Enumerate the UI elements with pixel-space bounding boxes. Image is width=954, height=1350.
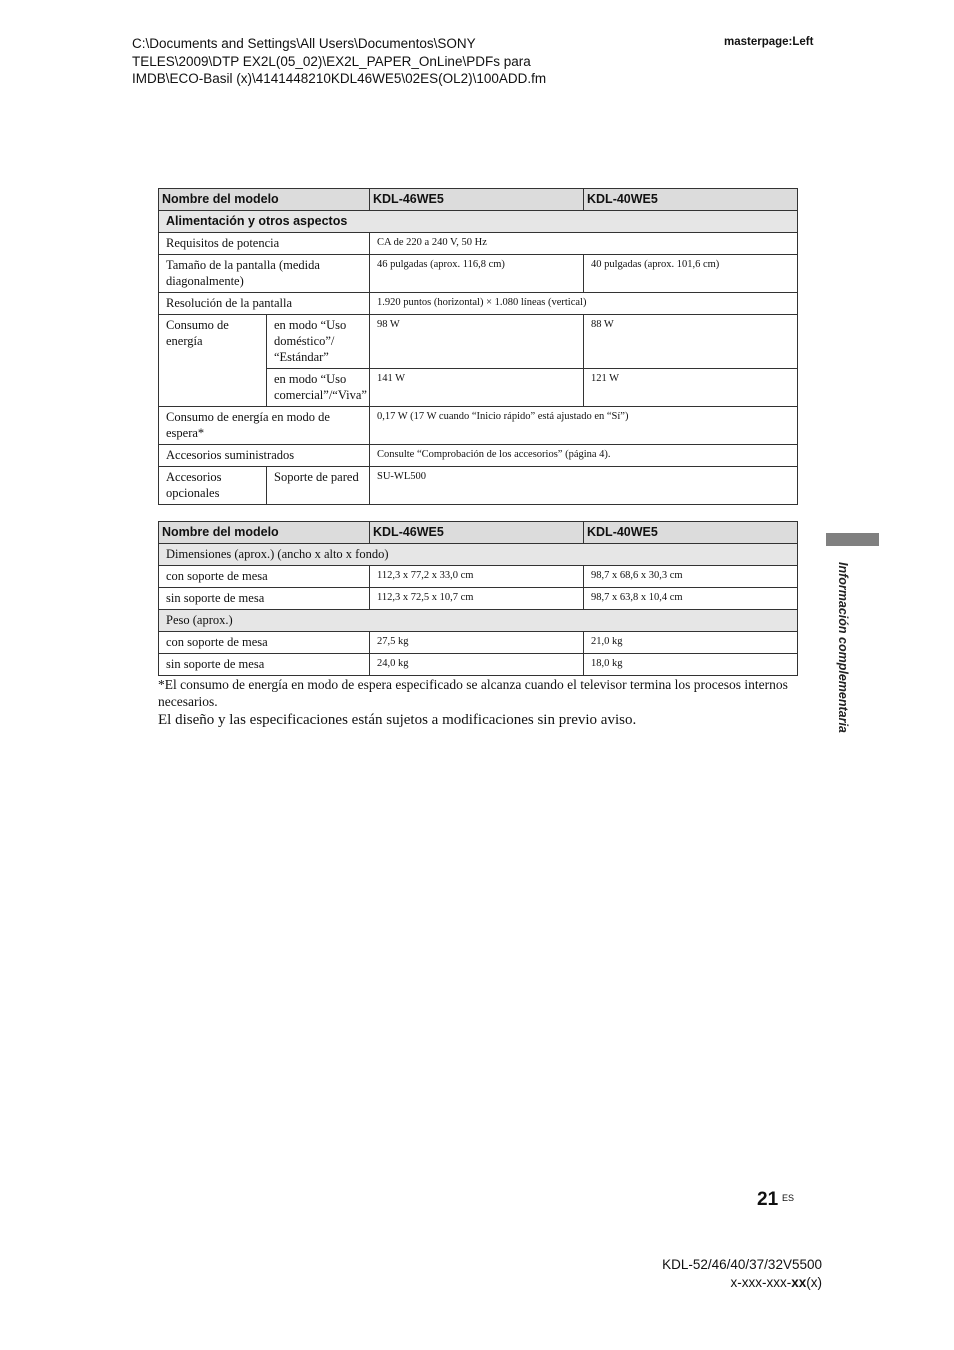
row-label: Accesorios opcionales [159, 467, 267, 505]
path-line-1: C:\Documents and Settings\All Users\Documentos\SONY [132, 36, 476, 51]
footer-code [662, 1274, 822, 1292]
row-label: sin soporte de mesa [159, 588, 370, 610]
section-title-dimensions: Dimensiones (aprox.) (ancho x alto x fondo) [159, 544, 798, 566]
table-header-row [159, 189, 798, 211]
table-row [159, 632, 798, 654]
row-value-46: 112,3 x 72,5 x 10,7 cm [370, 588, 584, 610]
side-tab-label: Información complementaria [836, 562, 850, 733]
row-value-40: 40 pulgadas (aprox. 101,6 cm) [584, 255, 798, 293]
footer-code-suffix: (x) [806, 1275, 822, 1290]
disclaimer: El diseño y las especificaciones están sujetos a modificaciones sin previo aviso. [158, 712, 637, 728]
row-value: 0,17 W (17 W cuando “Inicio rápido” está ajustado en “Sí”) [370, 407, 798, 445]
row-label: Resolución de la pantalla [159, 293, 370, 315]
page-language: ES [782, 1193, 795, 1203]
header-model-name: Nombre del modelo [159, 189, 370, 211]
row-value-46: 24,0 kg [370, 654, 584, 676]
row-value-46: 46 pulgadas (aprox. 116,8 cm) [370, 255, 584, 293]
path-line-3: IMDB\ECO-Basil (x)\4141448210KDL46WE5\02ES(OL2)\100ADD.fm [132, 71, 547, 86]
row-value-46: 98 W [370, 315, 584, 369]
table-header-row [159, 522, 798, 544]
footnote: *El consumo de energía en modo de espera especificado se alcanza cuando el televisor termina los procesos internos necesarios. [158, 677, 788, 709]
row-value-40: 121 W [584, 369, 798, 407]
footer-code-prefix: x-xxx-xxx- [730, 1275, 792, 1290]
page-number: 21 [757, 1189, 779, 1210]
row-value: Consulte “Comprobación de los accesorios” (página 4). [370, 445, 798, 467]
header-kdl40: KDL-40WE5 [584, 189, 798, 211]
row-label: Consumo de energía [159, 315, 267, 407]
row-sublabel: en modo “Uso comercial”/“Viva” [267, 369, 370, 407]
footer [662, 1256, 822, 1292]
section-row [159, 610, 798, 632]
table-row [159, 407, 798, 445]
spec-table-power [158, 188, 798, 505]
table-row [159, 467, 798, 505]
table-row [159, 293, 798, 315]
section-title-power: Alimentación y otros aspectos [159, 211, 798, 233]
footer-code-bold: xx [791, 1275, 807, 1290]
row-sublabel: en modo “Uso doméstico”/ “Estándar” [267, 315, 370, 369]
row-label: sin soporte de mesa [159, 654, 370, 676]
row-value-46: 112,3 x 77,2 x 33,0 cm [370, 566, 584, 588]
header-kdl40: KDL-40WE5 [584, 522, 798, 544]
row-label: Accesorios suministrados [159, 445, 370, 467]
section-row [159, 211, 798, 233]
section-row [159, 544, 798, 566]
row-value-46: 27,5 kg [370, 632, 584, 654]
header-kdl46: KDL-46WE5 [370, 522, 584, 544]
row-value: CA de 220 a 240 V, 50 Hz [370, 233, 798, 255]
table-row [159, 315, 798, 369]
table-row [159, 445, 798, 467]
side-tab-marker [826, 533, 879, 546]
file-path-header [132, 35, 652, 88]
row-value-46: 141 W [370, 369, 584, 407]
header-kdl46: KDL-46WE5 [370, 189, 584, 211]
row-value-40: 18,0 kg [584, 654, 798, 676]
spec-table-dimensions [158, 521, 798, 676]
row-sublabel: Soporte de pared [267, 467, 370, 505]
row-value: SU-WL500 [370, 467, 798, 505]
table-row [159, 588, 798, 610]
row-label: Requisitos de potencia [159, 233, 370, 255]
header-model-name: Nombre del modelo [159, 522, 370, 544]
row-label: Tamaño de la pantalla (medida diagonalmente) [159, 255, 370, 293]
footer-model: KDL-52/46/40/37/32V5500 [662, 1257, 822, 1272]
row-value-40: 21,0 kg [584, 632, 798, 654]
table-row [159, 233, 798, 255]
row-value-40: 88 W [584, 315, 798, 369]
row-value-40: 98,7 x 68,6 x 30,3 cm [584, 566, 798, 588]
row-value-40: 98,7 x 63,8 x 10,4 cm [584, 588, 798, 610]
path-line-2: TELES\2009\DTP EX2L(05_02)\EX2L_PAPER_OnLine\PDFs para [132, 53, 531, 69]
table-row [159, 566, 798, 588]
row-label: Consumo de energía en modo de espera* [159, 407, 370, 445]
section-title-weight: Peso (aprox.) [159, 610, 798, 632]
table-row [159, 255, 798, 293]
table-row [159, 654, 798, 676]
row-value: 1.920 puntos (horizontal) × 1.080 líneas (vertical) [370, 293, 798, 315]
row-label: con soporte de mesa [159, 566, 370, 588]
row-label: con soporte de mesa [159, 632, 370, 654]
masterpage-label: masterpage:Left [724, 36, 814, 48]
